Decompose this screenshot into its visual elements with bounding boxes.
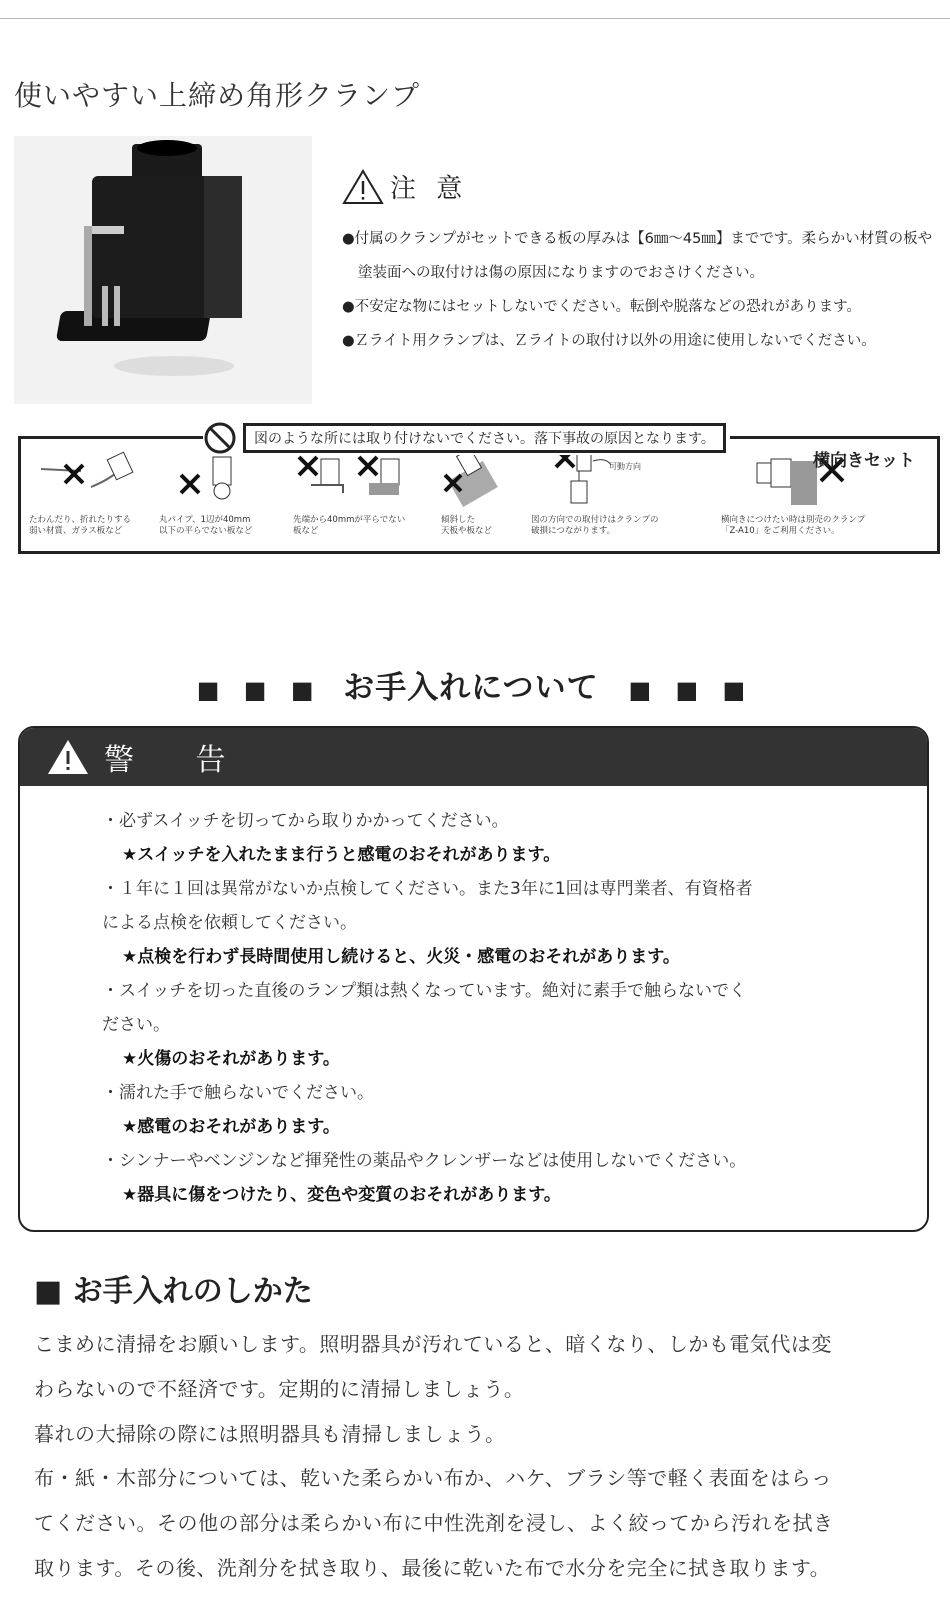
warning-consequence: ★スイッチを入れたまま行うと感電のおそれがあります。	[122, 845, 561, 865]
clamp-product-image	[14, 136, 312, 404]
warning-instruction: による点検を依頼してください。	[102, 913, 357, 933]
howto-line: 布・紙・木部分については、乾いた柔らかい布か、ハケ、ブラシ等で軽く表面をはらっ	[34, 1466, 832, 1491]
diagram-wrong-direction	[556, 449, 641, 503]
howto-line: 取ります。その後、洗剤分を拭き取り、最後に乾いた布で水分を完全に拭き取ります。	[34, 1555, 831, 1580]
warning-consequence: ★器具に傷をつけたり、変色や変質のおそれがあります。	[122, 1185, 561, 1205]
warning-triangle-icon	[46, 738, 90, 776]
prohibited-icon	[203, 421, 237, 455]
diagram-caption: 丸パイプ、1辺が40mm 以下の平らでない板など	[159, 515, 253, 536]
howto-title: ■ お手入れのしかた	[34, 1274, 313, 1309]
diagram-caption: 傾斜した 天板や板など	[441, 515, 493, 536]
caution-title: 注 意	[390, 174, 469, 204]
warning-consequence: ★感電のおそれがあります。	[122, 1117, 340, 1137]
howto-line: 暮れの大掃除の際には照明器具も清掃しましょう。	[34, 1421, 506, 1446]
heading-deco-left: ■ ■ ■	[196, 676, 322, 704]
diagram-uneven-edge	[299, 457, 399, 495]
diagram-slanted-board	[445, 448, 498, 507]
clamp-title: 使いやすい上締め角形クランプ	[14, 79, 421, 112]
warning-instruction: ・濡れた手で触らないでください。	[102, 1083, 374, 1103]
diagram-caption: 横向きにつけたい時は別売のクランプ 「Z-A10」をご利用ください。	[721, 515, 866, 536]
warning-instruction: ・１年に１回は異常がないか点検してください。また3年に1回は専門業者、有資格者	[102, 879, 753, 899]
warning-title: 警 告	[104, 743, 252, 778]
kadou-label: 可動方向	[609, 462, 641, 471]
warning-instruction: ・必ずスイッチを切ってから取りかかってください。	[102, 811, 509, 831]
care-heading-text: お手入れについて	[343, 670, 599, 706]
howto-line: てください。その他の部分は柔らかい布に中性洗剤を浸し、よく絞ってから汚れを拭き	[34, 1511, 834, 1536]
diagram-caption: 先端から40mmが平らでない 板など	[293, 515, 406, 536]
yokomuki-label: 横向きセット	[813, 451, 915, 471]
warning-instruction: ・スイッチを切った直後のランプ類は熱くなっています。絶対に素手で触らないでく	[102, 981, 746, 1001]
warning-consequence: ★火傷のおそれがあります。	[122, 1049, 340, 1069]
warning-triangle-icon	[342, 169, 384, 205]
caution-heading	[342, 168, 468, 205]
caution-item: ●Ｚライト用クランプは、Ｚライトの取付け以外の用途に使用しないでください。	[342, 333, 876, 349]
warning-instruction: ・シンナーやベンジンなど揮発性の薬品やクレンザーなどは使用しないでください。	[102, 1151, 747, 1171]
diagram-header-text: 図のような所には取り付けないでください。落下事故の原因となります。	[243, 423, 726, 453]
warning-bar	[20, 728, 927, 786]
caution-list	[342, 222, 942, 358]
warning-box	[18, 726, 929, 1232]
diagram-caption: 図の方向での取付けはクランプの 破損につながります。	[531, 515, 659, 536]
warning-instruction: ださい。	[102, 1015, 170, 1035]
caution-item: ●不安定な物にはセットしないでください。転倒や脱落などの恐れがあります。	[342, 299, 861, 315]
howto-line: わらないので不経済です。定期的に清掃しましょう。	[34, 1376, 525, 1401]
diagram-thin-board	[41, 452, 133, 487]
heading-deco-right: ■ ■ ■	[628, 676, 754, 704]
howto-line: こまめに清掃をお願いします。照明器具が汚れていると、暗くなり、しかも電気代は変	[34, 1332, 832, 1356]
warning-consequence: ★点検を行わず長時間使用し続けると、火災・感電のおそれがあります。	[122, 947, 680, 967]
warning-body	[102, 804, 862, 1212]
howto-body	[34, 1322, 934, 1591]
diagram-caption: たわんだり、折れたりする 弱い材質、ガラス板など	[29, 515, 132, 536]
top-divider	[0, 18, 950, 19]
diagram-round-pipe	[181, 457, 231, 499]
diagram-header	[203, 421, 730, 455]
caution-item: ●付属のクランプがセットできる板の厚みは【6㎜〜45㎜】までです。柔らかい材質の板や塗装面への取付けは傷の原因になりますのでおさけください。	[342, 231, 933, 281]
care-heading	[0, 662, 950, 707]
